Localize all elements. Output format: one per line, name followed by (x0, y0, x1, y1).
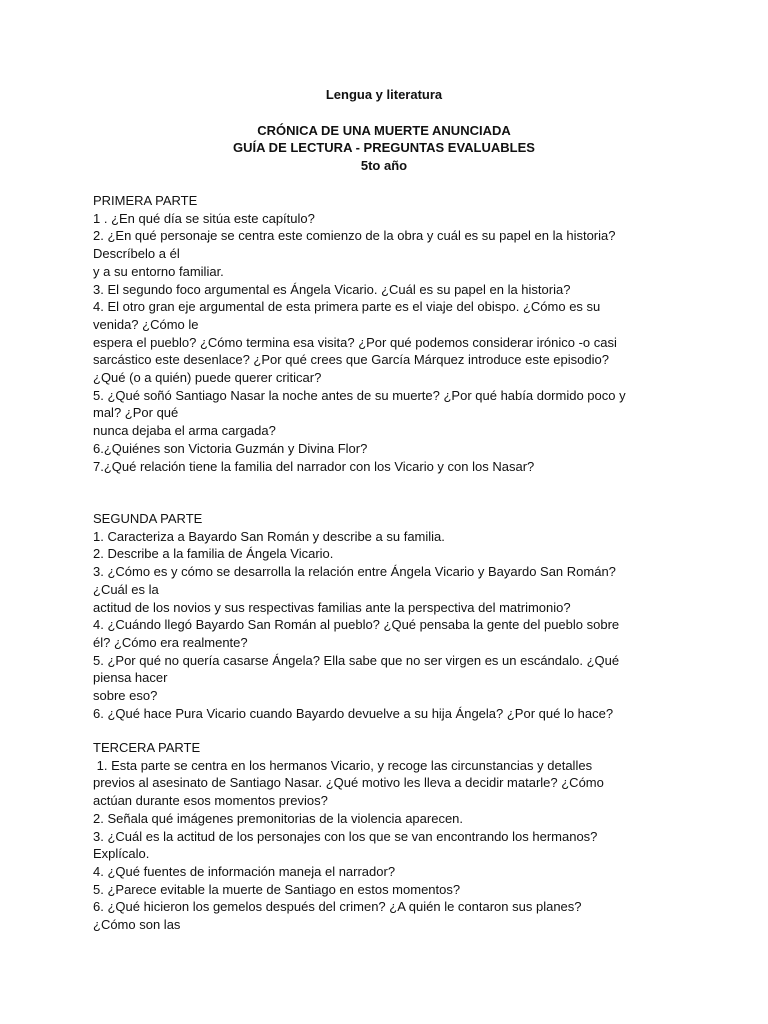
question-line: actúan durante esos momentos previos? (93, 793, 328, 809)
section-heading: PRIMERA PARTE (93, 193, 198, 208)
section-segunda-parte (93, 510, 693, 722)
question-line: 3. El segundo foco argumental es Ángela Vicario. ¿Cuál es su papel en la historia? (93, 281, 571, 297)
question-line: y a su entorno familiar. (93, 263, 224, 279)
question-line: piensa hacer (93, 670, 168, 686)
question-line: 1. Caracteriza a Bayardo San Román y describe a su familia. (93, 528, 445, 544)
question-line: Explícalo. (93, 846, 150, 862)
question-line: 7.¿Qué relación tiene la familia del narrador con los Vicario y con los Nasar? (93, 458, 535, 474)
question-line: 4. ¿Qué fuentes de información maneja el narrador? (93, 863, 396, 879)
section-heading: SEGUNDA PARTE (93, 511, 203, 526)
question-line: 6. ¿Qué hace Pura Vicario cuando Bayardo devuelve a su hija Ángela? ¿Por qué lo hace? (93, 705, 614, 721)
section-heading: TERCERA PARTE (93, 740, 201, 755)
question-line: ¿Qué (o a quién) puede querer criticar? (93, 370, 322, 386)
school-year: 5to año (360, 158, 408, 173)
question-line: 5. ¿Qué soñó Santiago Nasar la noche antes de su muerte? ¿Por qué había dormido poco y (93, 387, 626, 403)
question-line: ¿Cuál es la (93, 581, 159, 597)
question-line: 6.¿Quiénes son Victoria Guzmán y Divina Flor? (93, 440, 368, 456)
question-line: nunca dejaba el arma cargada? (93, 423, 276, 439)
question-line: 5. ¿Por qué no quería casarse Ángela? Ella sabe que no ser virgen es un escándalo. ¿Qué (93, 652, 620, 668)
question-line: Descríbelo a él (93, 246, 180, 262)
question-line: venida? ¿Cómo le (93, 316, 199, 332)
question-line: 5. ¿Parece evitable la muerte de Santiago en estos momentos? (93, 881, 461, 897)
document-title: CRÓNICA DE UNA MUERTE ANUNCIADA (257, 123, 511, 138)
document-subtitle: GUÍA DE LECTURA - PREGUNTAS EVALUABLES (233, 140, 535, 155)
question-line: 1. Esta parte se centra en los hermanos Vicario, y recoge las circunstancias y detalles (93, 757, 593, 773)
question-line: ¿Cómo son las (93, 917, 181, 933)
question-line: previos al asesinato de Santiago Nasar. ¿Qué motivo les lleva a decidir matarle? ¿Cómo (93, 775, 604, 791)
question-line: espera el pueblo? ¿Cómo termina esa visita? ¿Por qué podemos considerar irónico -o casi (93, 334, 617, 350)
subject-heading: Lengua y literatura (325, 87, 443, 102)
question-line: 6. ¿Qué hicieron los gemelos después del crimen? ¿A quién le contaron sus planes? (93, 899, 582, 915)
question-line: 2. Describe a la familia de Ángela Vicario. (93, 546, 334, 562)
question-line: 2. Señala qué imágenes premonitorias de la violencia aparecen. (93, 810, 464, 826)
section-primera-parte (93, 192, 693, 475)
question-line: 1 . ¿En qué día se sitúa este capítulo? (93, 210, 315, 226)
question-line: 4. ¿Cuándo llegó Bayardo San Román al pueblo? ¿Qué pensaba la gente del pueblo sobre (93, 617, 620, 633)
question-line: 3. ¿Cómo es y cómo se desarrolla la relación entre Ángela Vicario y Bayardo San Román? (93, 564, 616, 580)
question-line: mal? ¿Por qué (93, 405, 179, 421)
question-line: él? ¿Cómo era realmente? (93, 634, 248, 650)
question-line: 3. ¿Cuál es la actitud de los personajes con los que se van encontrando los hermanos? (93, 828, 598, 844)
question-line: sobre eso? (93, 688, 158, 704)
section-tercera-parte (93, 739, 693, 934)
question-line: 4. El otro gran eje argumental de esta primera parte es el viaje del obispo. ¿Cómo es su (93, 299, 601, 315)
question-line: 2. ¿En qué personaje se centra este comienzo de la obra y cuál es su papel en la historia? (93, 228, 616, 244)
question-line: actitud de los novios y sus respectivas familias ante la perspectiva del matrimonio? (93, 599, 571, 615)
question-line: sarcástico este desenlace? ¿Por qué crees que García Márquez introduce este episodio? (93, 352, 609, 368)
